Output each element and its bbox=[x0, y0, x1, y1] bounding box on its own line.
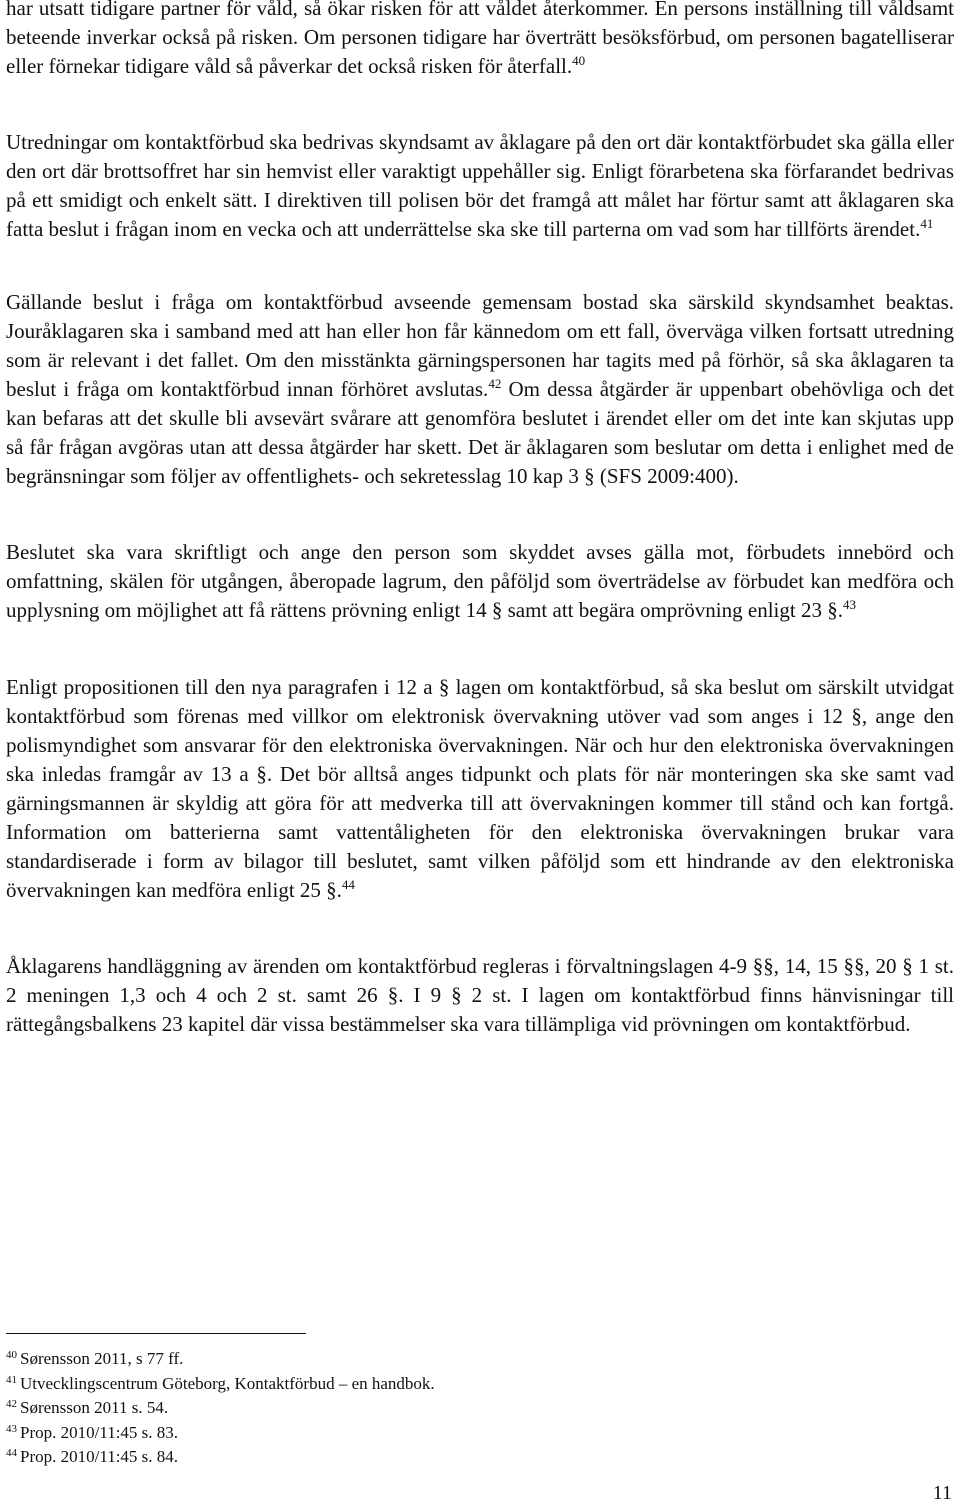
footnote-item bbox=[6, 1421, 806, 1446]
paragraph-text: Om dessa åtgärder är uppenbart obehövliga och det kan befaras att det skulle bli avsevärt svårare att genomföra beslutet i ärendet eller om det inte kan skjutas upp så får frågan avgöras utan att dessa åtgärder har skett. Det är åklagaren som beslutar om detta i enlighet med de begränsningar som följer av offentlighets- och sekretesslag 10 kap 3 § (SFS 2009:400). bbox=[6, 377, 954, 488]
paragraph-text: Utredningar om kontaktförbud ska bedrivas skyndsamt av åklagare på den ort där kontaktförbudet ska gälla eller den ort där brottsoffret har sin hemvist eller varaktigt uppehåller sig. Enligt förarbetena ska förfarandet bedrivas på ett smidigt och enkelt sätt. I direktiven till polisen bör det framgå att målet har förtur samt att åklagaren ska fatta beslut i frågan inom en vecka och att underrättelse ska ske till parterna om vad som har tillförts ärendet. bbox=[6, 130, 954, 241]
footnote-number: 40 bbox=[6, 1349, 17, 1361]
paragraph-shared-residence bbox=[6, 288, 954, 491]
footnote-item bbox=[6, 1347, 806, 1372]
footnote-text: Prop. 2010/11:45 s. 83. bbox=[20, 1422, 179, 1442]
paragraph-text: Gällande beslut i fråga om kontaktförbud avseende gemensam bostad ska särskild skyndsamhet beaktas. Jouråklagaren ska i samband med att han eller hon får kännedom om ett fall, överväga vilken fortsatt utredning som är relevant i det fallet. Om den misstänkta gärningspersonen har tagits med på förhör, så ska åklagaren ta beslut i fråga om kontaktförbud innan förhöret avslutas. bbox=[6, 290, 954, 401]
footnote-item bbox=[6, 1445, 806, 1470]
footnote-item bbox=[6, 1396, 806, 1421]
footnote-number: 43 bbox=[6, 1422, 17, 1435]
paragraph-investigation bbox=[6, 128, 954, 244]
paragraph-prosecutor-handling bbox=[6, 952, 954, 1039]
footnote-list bbox=[6, 1347, 806, 1470]
paragraph-electronic-monitoring bbox=[6, 673, 954, 905]
footnote-reference[interactable]: 43 bbox=[842, 597, 856, 612]
paragraph-risk-factors bbox=[6, 0, 954, 81]
paragraph-decision-content bbox=[6, 538, 954, 625]
paragraph-text: Beslutet ska vara skriftligt och ange den person som skyddet avses gälla mot, förbudets innebörd och omfattning, skälen för utgången, åberopade lagrum, den påföljd som överträdelse av förbudet kan medföra och upplysning om möjlighet att få rättens prövning enligt 14 § samt att begära omprövning enligt 23 §. bbox=[6, 540, 954, 622]
page-number: 11 bbox=[932, 1482, 952, 1504]
footnote-number: 42 bbox=[6, 1398, 17, 1410]
paragraph-text: har utsatt tidigare partner för våld, så ökar risken för att våldet återkommer. En persons inställning till våldsamt beteende inverkar också på risken. Om personen tidigare har överträtt besöksförbud, om personen bagatelliserar eller förnekar tidigare våld så påverkar det också risken för återfall. bbox=[6, 0, 954, 78]
footnote-reference[interactable]: 42 bbox=[488, 376, 502, 391]
footnote-text: Utvecklingscentrum Göteborg, Kontaktförbud – en handbok. bbox=[20, 1373, 435, 1393]
paragraph-text: Åklagarens handläggning av ärenden om kontaktförbud regleras i förvaltningslagen 4-9 §§, 14, 15 §§, 20 § 1 st. 2 meningen 1,3 och 4 och 2 st. samt 26 §. I 9 § 2 st. I lagen om kontaktförbud finns hänvisningar till rättegångsbalkens 23 kapitel där vissa bestämmelser ska vara tillämpliga vid prövningen om kontaktförbud. bbox=[6, 954, 954, 1036]
footnote-text: Sørensson 2011 s. 54. bbox=[20, 1398, 169, 1417]
footnote-reference[interactable]: 40 bbox=[572, 53, 586, 68]
footnote-text: Sørensson 2011, s 77 ff. bbox=[20, 1349, 184, 1368]
footnote-number: 44 bbox=[6, 1447, 17, 1459]
footnote-reference[interactable]: 41 bbox=[920, 216, 934, 231]
footnote-text: Prop. 2010/11:45 s. 84. bbox=[20, 1447, 179, 1466]
footnote-reference[interactable]: 44 bbox=[341, 877, 355, 892]
footnote-item bbox=[6, 1372, 806, 1397]
paragraph-text: Enligt propositionen till den nya paragrafen i 12 a § lagen om kontaktförbud, så ska beslut om särskilt utvidgat kontaktförbud som förenas med villkor om elektronisk övervakning utöver vad som anges i 12 §, ange den polismyndighet som ansvarar för den elektroniska övervakningen. När och hur den elektroniska övervakningen ska inledas framgår av 13 a §. Det bör alltså anges tidpunkt och plats för när monteringen ska ske samt vad gärningsmannen är skyldig att göra för att medverka till att övervakningen kommer till stånd och kan fortgå. Information om batterierna samt vattentåligheten för den elektroniska övervakningen brukar vara standardiserade i form av bilagor till beslutet, samt vilken påföljd som ett hindrande av den elektroniska övervakningen kan medföra enligt 25 §. bbox=[6, 675, 954, 902]
footnote-number: 41 bbox=[6, 1373, 17, 1386]
footnote-separator bbox=[6, 1333, 306, 1334]
